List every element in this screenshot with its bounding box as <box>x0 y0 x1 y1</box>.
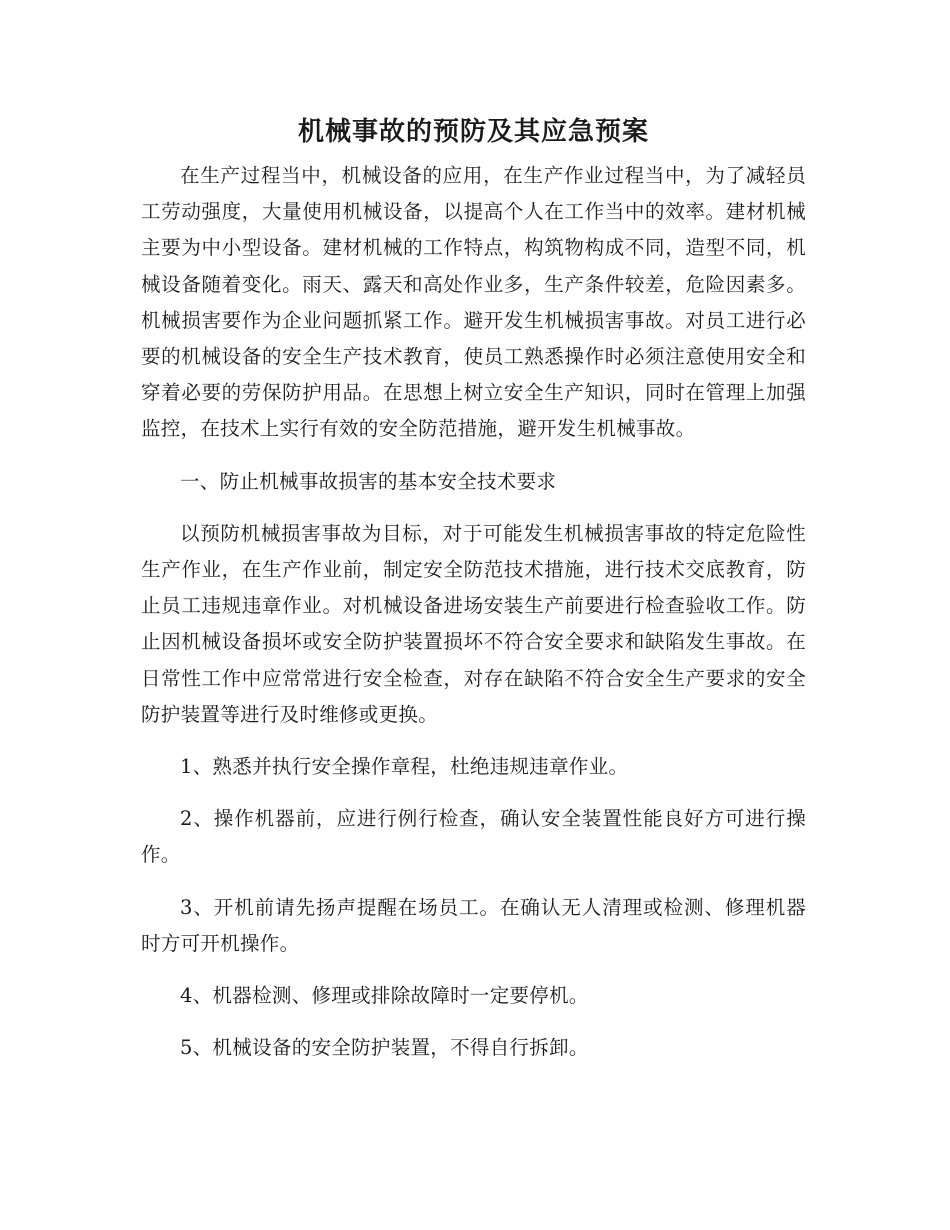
section-paragraph: 以预防机械损害事故为目标，对于可能发生机械损害事故的特定危险性生产作业，在生产作业前，制定安全防范技术措施，进行技术交底教育，防止员工违规违章作业。对机械设备进场安装生产前要进行检查验收工作。防止因机械设备损坏或安全防护装置损坏不符合安全要求和缺陷发生事故。在日常性工作中应常常进行安全检查，对存在缺陷不符合安全生产要求的安全防护装置等进行及时维修或更换。 <box>141 521 806 726</box>
list-item-5: 5、机械设备的安全防护装置，不得自行拆卸。 <box>180 1036 589 1060</box>
document-page <box>141 108 806 1066</box>
list-item-2: 2、操作机器前，应进行例行检查，确认安全装置性能良好方可进行操作。 <box>141 807 806 867</box>
document-title: 机械事故的预防及其应急预案 <box>297 117 649 147</box>
intro-paragraph: 在生产过程当中，机械设备的应用，在生产作业过程当中，为了减轻员工劳动强度，大量使用机械设备，以提高个人在工作当中的效率。建材机械主要为中小型设备。建材机械的工作特点，构筑物构成不同，造型不同，机械设备随着变化。雨天、露天和高处作业多，生产条件较差，危险因素多。机械损害要作为企业问题抓紧工作。避开发生机械损害事故。对员工进行必要的机械设备的安全生产技术教育，使员工熟悉操作时必须注意使用安全和穿着必要的劳保防护用品。在思想上树立安全生产知识，同时在管理上加强监控，在技术上实行有效的安全防范措施，避开发生机械事故。 <box>141 164 806 441</box>
list-item-4: 4、机器检测、修理或排除故障时一定要停机。 <box>180 984 589 1008</box>
list-item-1: 1、熟悉并执行安全操作章程，杜绝违规违章作业。 <box>180 755 629 779</box>
section-heading: 一、防止机械事故损害的基本安全技术要求 <box>180 469 557 493</box>
list-item-3: 3、开机前请先扬声提醒在场员工。在确认无人清理或检测、修理机器时方可开机操作。 <box>141 895 806 955</box>
